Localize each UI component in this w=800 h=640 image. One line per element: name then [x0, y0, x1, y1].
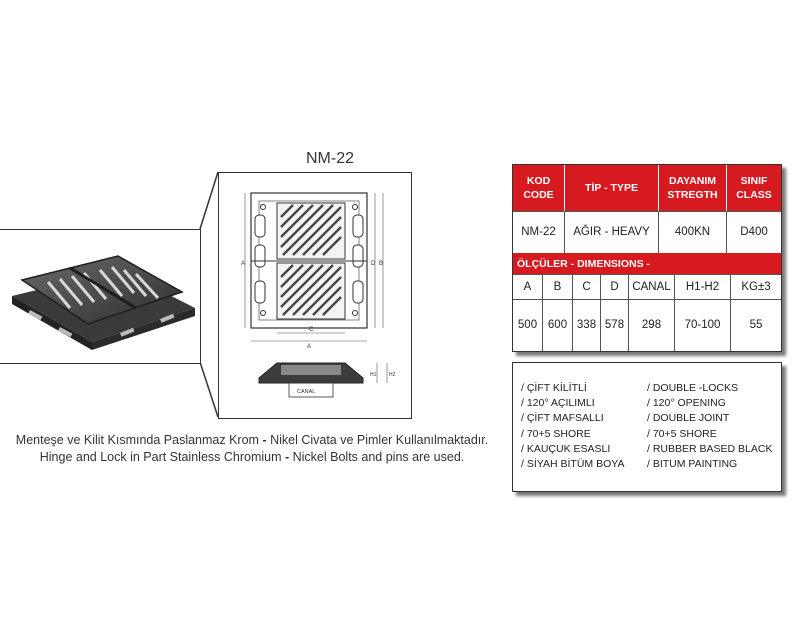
dim-header-c: C	[573, 275, 601, 299]
product-photo-frame	[0, 229, 201, 364]
features-box	[512, 362, 782, 492]
features-list-tr	[521, 381, 624, 472]
dim-header-a: A	[513, 275, 543, 299]
dim-value-a: 500	[513, 299, 543, 351]
header-code: KOD CODE	[513, 165, 565, 211]
dim-label-a-bottom: A	[307, 344, 312, 350]
features-list-en	[647, 381, 772, 472]
dim-label-b: B	[379, 261, 384, 267]
feature-item: / 70+5 SHORE	[647, 427, 717, 440]
dim-header-h1h2: H1-H2	[675, 275, 731, 299]
dim-header-canal: CANAL	[629, 275, 675, 299]
dimensions-title: ÖLÇÜLER - DIMENSIONS -	[513, 253, 781, 275]
canal-label: CANAL	[297, 389, 316, 395]
dim-value-h1h2: 70-100	[675, 299, 731, 351]
spec-value-row	[513, 211, 781, 254]
hinge-lock-caption	[14, 432, 490, 466]
value-code: NM-22	[513, 211, 565, 253]
feature-item: / 120° AÇILIMLI	[521, 397, 595, 410]
feature-item: / SİYAH BİTÜM BOYA	[521, 458, 625, 471]
feature-item: / DOUBLE JOINT	[647, 412, 730, 425]
spec-table	[512, 164, 782, 352]
technical-drawing	[218, 172, 412, 419]
spec-header-row	[513, 165, 781, 212]
dim-label-c: C	[309, 327, 314, 333]
dim-value-kg: 55	[749, 319, 763, 331]
value-class: D400	[740, 226, 768, 238]
header-type: TİP - TYPE	[565, 165, 659, 211]
dimension-header-row	[513, 275, 781, 300]
product-photo	[0, 230, 200, 363]
dimension-value-row	[513, 299, 781, 351]
feature-item: / ÇİFT KİLİTLİ	[521, 382, 587, 394]
dim-value-b: 600	[543, 299, 573, 351]
caption-line-tr: Menteşe ve Kilit Kısmında Paslanmaz Krom - Nikel Civata ve Pimler Kullanılmaktadır.	[15, 433, 489, 447]
dim-value-d: 578	[601, 299, 629, 351]
model-title: NM-22	[305, 150, 354, 167]
feature-item: / 70+5 SHORE	[521, 427, 591, 440]
header-strength: DAYANIM STREGTH	[659, 165, 727, 211]
feature-item: / KAUÇUK ESASLI	[521, 442, 611, 455]
dim-label-h1: H1	[370, 372, 377, 378]
feature-item: / 120° OPENING	[647, 397, 726, 410]
dim-header-d: D	[601, 275, 629, 299]
header-class: SINIF CLASS	[736, 175, 772, 201]
dim-header-kg: KG±3	[741, 281, 771, 293]
dim-label-d: D	[371, 261, 376, 267]
value-strength: 400KN	[659, 211, 727, 253]
feature-item: / DOUBLE -LOCKS	[647, 382, 739, 394]
value-type: AĞIR - HEAVY	[565, 211, 659, 253]
feature-item: / ÇİFT MAFSALLI	[521, 412, 604, 425]
caption-line-en: Hinge and Lock in Part Stainless Chromium - Nickel Bolts and pins are used.	[39, 450, 465, 464]
feature-item: / BITUM PAINTING	[647, 458, 738, 471]
feature-item: / RUBBER BASED BLACK	[647, 442, 773, 455]
dim-label-a-left: A	[241, 261, 246, 267]
dim-header-b: B	[543, 275, 573, 299]
dim-value-c: 338	[573, 299, 601, 351]
dim-label-h2: H2	[389, 372, 396, 378]
dim-value-canal: 298	[629, 299, 675, 351]
